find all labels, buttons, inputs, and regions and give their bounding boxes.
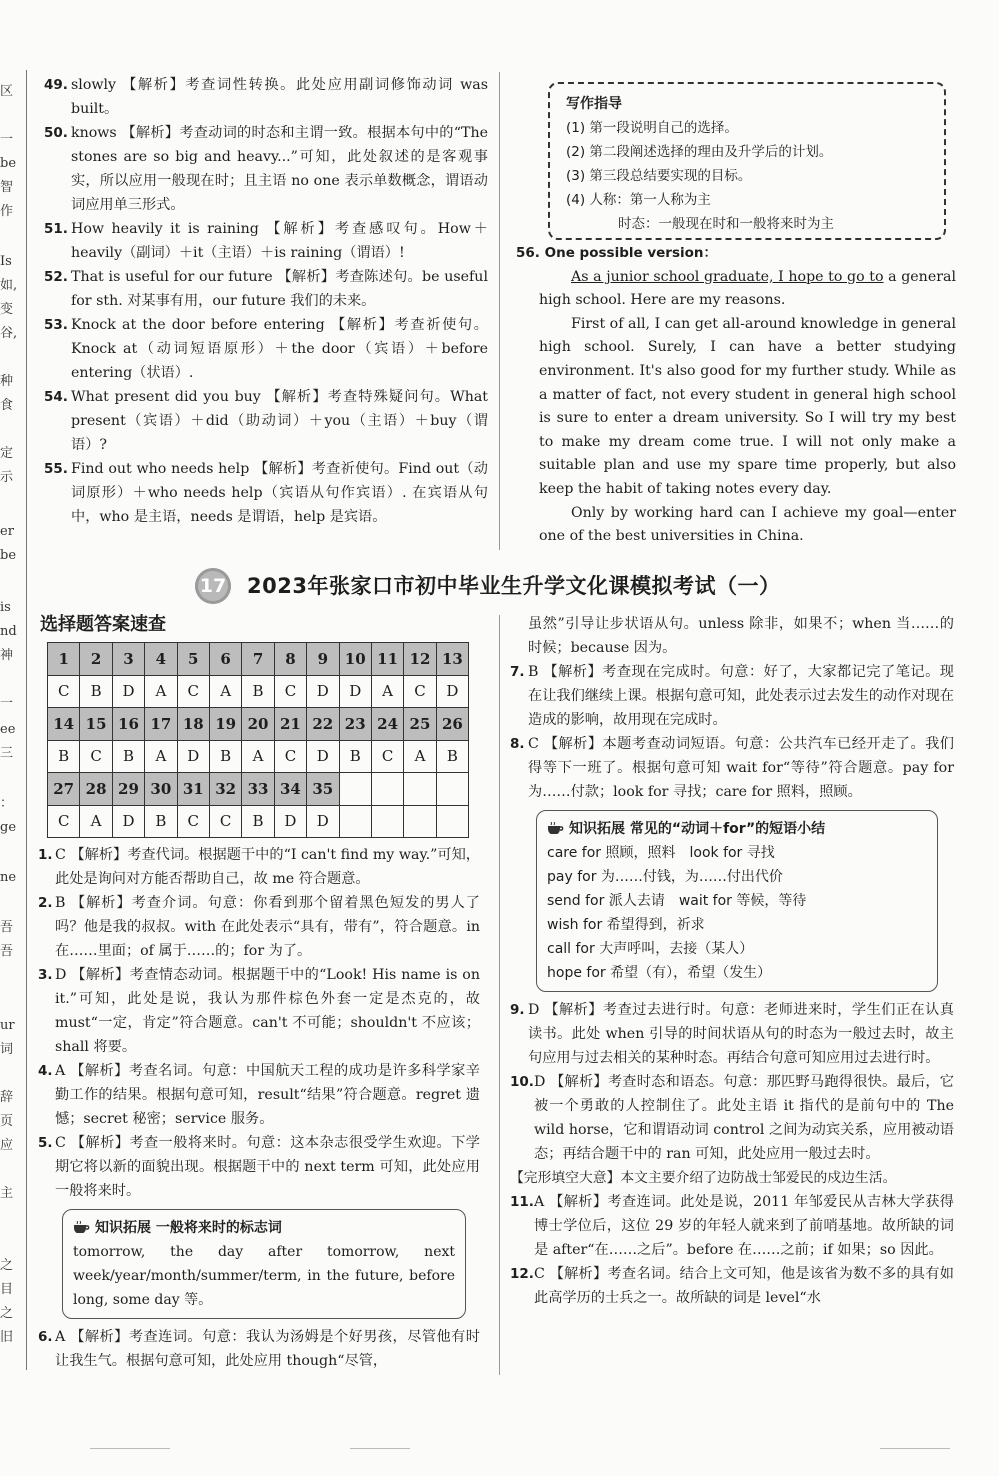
gutter-fragment: ne [0,870,17,885]
column-divider-top [499,72,500,550]
answer-cell: C [274,740,306,773]
question-number-cell: 8 [274,643,306,676]
question-number-cell: 32 [209,773,241,806]
question-2: 2. B 【解析】考查介词。句意：你看到那个留着黑色短发的男人了吗？他是我的叔叔。with 在此处表示“具有，带有”，符合题意。in 在……里面；of 属于……的；for 为了。 [38,895,480,959]
question-number-cell: 16 [112,708,144,741]
answer-letter-row [48,675,469,708]
gutter-fragment: 吾 [0,944,14,959]
question-9: 9. D 【解析】考查过去进行时。句意：老师进来时，学生们正在认真读书。此处 when 引导的时间状语从句的时态为一般过去时，故主句应用与过去相关的某种时态。再结合句意可知应用过去进行时。 [510,1002,954,1066]
gutter-fragment: er [0,524,14,539]
question-10: 10. D 【解析】考查时态和语态。句意：那匹野马跑得很快。最后，它被一个勇敢的人控制住了。此处主语 it 指代的是前句中的 The wild horse，它和谓语动词 control 之间为动宾关系，应用被动语态；再结合题干中的 ran 可知，此处应用一般过去时。 [510,1074,954,1162]
question-number-cell: 5 [177,643,209,676]
question-number-cell [436,773,468,806]
gutter-fragment: 主 [0,1186,14,1201]
gutter-fragment: 如, [0,278,18,293]
answer-cell: B [112,740,144,773]
question-number-cell: 20 [242,708,274,741]
question-6-continued: 虽然”引导让步状语从句。unless 除非，如果不；when 当……的时候；because 因为。 [528,616,954,656]
question-6: 6. A 【解析】考查连词。句意：我认为汤姆是个好男孩，尽管他有时让我生气。根据句意可知，此处应用 though“尽管， [38,1329,480,1369]
answer-cell: B [242,805,274,838]
question-50: 50. knows 【解析】考查动词的时态和主谓一致。根据本句中的“The stones are so big and heavy...”可知，此处叙述的是客观事实，所以应用一般现在时；且主语 no one 表示单数概念，谓语动词应用单三形式。 [44,125,488,213]
answer-cell: B [80,675,112,708]
essay-paragraph-3: Only by working hard can I achieve my goal—enter one of the best universities in China. [539,504,956,545]
answer-cell: D [339,675,371,708]
answer-cell: C [80,740,112,773]
gutter-fragment: ee [0,722,16,737]
answer-cell: C [209,805,241,838]
question-number-cell: 10 [339,643,371,676]
question-1: 1. C 【解析】考查代词。根据题干中的“I can't find my way.”可知，此处是询问对方能否帮助自己，故 me 符合题意。 [38,847,480,887]
question-number-cell: 1 [48,643,80,676]
phrase-line-1: care for 照顾，照料 look for 寻找 [547,845,775,861]
writing-guide-box [548,82,946,240]
gutter-fragment: ： [0,796,14,811]
question-number-cell: 31 [177,773,209,806]
exam-title: 2023年张家口市初中毕业生升学文化课模拟考试（一） [247,574,781,598]
question-number-cell: 13 [436,643,468,676]
gutter-fragment: 应 [0,1138,14,1153]
gutter-fragment: 页 [0,1114,14,1129]
question-number-cell [339,773,371,806]
question-5: 5. C 【解析】考查一般将来时。句意：这本杂志很受学生欢迎。下学期它将以新的面貌出现。根据题干中的 next term 可知，此处应用一般将来时。 [38,1135,480,1199]
answer-cell: C [404,675,436,708]
answer-cell: B [145,805,177,838]
gutter-divider [26,70,27,1370]
answer-letter-row [48,805,469,838]
phrase-line-5: call for 大声呼叫，去接（某人） [547,941,754,957]
bottom-left-column [38,843,480,1373]
essay-underlined-phrase: As a junior school graduate, I hope to go to [571,268,884,285]
knowledge-box-future-tense [62,1209,466,1319]
gutter-fragment: 神 [0,648,14,663]
answer-number-row [48,643,469,676]
question-8: 8. C 【解析】本题考查动词短语。句意：公共汽车已经开走了。我们得等下一班了。根据句意可知 wait for“等待”符合题意。pay for 为……付款；look for 寻找；care for 照料，照顾。 [510,736,954,800]
gutter-fragment: is [0,600,11,615]
gutter-fragment: 定 [0,446,14,461]
answer-cell: A [80,805,112,838]
guide-line-3: (3) 第三段总结要实现的目标。 [566,168,752,184]
gutter-fragment: 之 [0,1258,14,1273]
question-number-cell: 7 [242,643,274,676]
column-divider-bottom [499,615,500,1375]
question-number-cell: 34 [274,773,306,806]
gutter-fragment: 三 [0,746,14,761]
question-number-cell: 9 [307,643,339,676]
answer-cell: A [145,740,177,773]
writing-guide-title: 写作指导 [566,96,622,112]
question-number-cell: 19 [209,708,241,741]
gutter-fragment: 吾 [0,920,14,935]
top-left-column [44,73,488,529]
answer-cell: B [242,675,274,708]
answer-cell [339,805,371,838]
answer-cell: B [48,740,80,773]
exam-title-bar [195,568,815,604]
answer-cell: C [48,675,80,708]
essay-paragraph-2: First of all, I can get all-around knowledge in general high school. Surely, I can have a better studying environment. It's also good for my further study. While as a matter of fact, not every student in general high school is sure to enter a dream university. So I will try my best to make my dream come true. I will not only make a suitable plan and use my spare time properly, but also keep the habit of taking notes every day. [539,315,956,497]
answer-table-heading: 选择题答案速查 [40,614,166,635]
gutter-fragment: be [0,548,17,563]
question-number-cell: 15 [80,708,112,741]
gutter-fragment: 辞 [0,1090,14,1105]
gutter-fragment: 词 [0,1042,14,1057]
essay-paragraph-1: As a junior school graduate, I hope to go to a general high school. Here are my reasons. [539,268,956,309]
question-51: 51. How heavily it is raining 【解析】考查感叹句。How＋heavily（副词）＋it（主语）＋is raining（谓语）! [44,221,488,261]
question-number-cell: 18 [177,708,209,741]
answer-cell [371,805,403,838]
question-number-cell [404,773,436,806]
gutter-fragment: 种 [0,374,14,389]
exam-number-badge: 17 [195,568,231,604]
answer-cell: C [177,805,209,838]
footer-mark [350,1448,410,1449]
gutter-fragment: 区 [0,84,14,99]
answer-cell: A [145,675,177,708]
gutter-fragment: ur [0,1018,15,1033]
question-3: 3. D 【解析】考查情态动词。根据题干中的“Look! His name is on it.”可知，此处是说，我认为那件棕色外套一定是杰克的，故 must“一定，肯定”符合题意。can't 不可能；shouldn't 不应该；shall 将要。 [38,967,480,1055]
answer-cell: C [371,740,403,773]
footer-mark [90,1448,170,1449]
guide-line-1: (1) 第一段说明自己的选择。 [566,120,738,136]
answer-cell: A [404,740,436,773]
gutter-fragment: nd [0,624,17,639]
answer-cell: D [307,675,339,708]
answer-cell: A [242,740,274,773]
question-number-cell: 24 [371,708,403,741]
answer-cell: D [307,805,339,838]
gutter-fragment: 一 [0,696,14,711]
gutter-fragment: 之 [0,1306,14,1321]
answer-cell: D [177,740,209,773]
question-number-cell [371,773,403,806]
answer-cell: B [209,740,241,773]
question-number-cell: 25 [404,708,436,741]
answer-cell: B [339,740,371,773]
answer-number-row [48,708,469,741]
footer-mark [880,1448,950,1449]
knowledge-box-verb-for [536,810,938,992]
phrase-line-2: pay for 为……付钱，为……付出代价 [547,869,783,885]
phrase-line-6: hope for 希望（有），希望（发生） [547,965,772,981]
answer-cell: C [48,805,80,838]
essay-section [516,242,956,549]
question-53: 53. Knock at the door before entering 【解析】考查祈使句。Knock at（动词短语原形）＋the door（宾语）＋before entering（状语）. [44,317,488,381]
answer-cell [404,805,436,838]
answer-cell: C [177,675,209,708]
question-number-cell: 27 [48,773,80,806]
answer-cell: D [112,675,144,708]
answer-cell: A [209,675,241,708]
answer-cell: D [307,740,339,773]
gutter-fragment: 旧 [0,1330,14,1345]
teacup-icon [547,818,565,830]
question-number-cell: 4 [145,643,177,676]
gutter-fragment: 谷, [0,326,18,341]
answer-cell: D [436,675,468,708]
answer-cell: C [274,675,306,708]
question-number-cell: 14 [48,708,80,741]
phrase-line-4: wish for 希望得到，祈求 [547,917,705,933]
answer-number-row [48,773,469,806]
answer-cell: D [274,805,306,838]
question-number-cell: 23 [339,708,371,741]
guide-line-5: 时态：一般现在时和一般将来时为主 [618,216,834,232]
question-number-cell: 29 [112,773,144,806]
question-number-cell: 21 [274,708,306,741]
answer-cell [436,805,468,838]
question-4: 4. A 【解析】考查名词。句意：中国航天工程的成功是许多科学家辛勤工作的结果。根据句意可知，result“结果”符合题意。regret 遗憾；secret 秘密；service 服务。 [38,1063,480,1127]
teacup-icon [73,1217,91,1229]
question-49: 49. slowly 【解析】考查词性转换。此处应用副词修饰动词 was built。 [44,77,488,117]
gutter-fragment: 食 [0,398,14,413]
question-number-cell: 22 [307,708,339,741]
question-number-cell: 30 [145,773,177,806]
answer-cell: B [436,740,468,773]
essay-heading: 56. One possible version： [516,245,718,261]
knowledge-box-body: tomorrow, the day after tomorrow, next week/year/month/summer/term, in the future, before long, some day 等。 [73,1244,455,1308]
question-54: 54. What present did you buy 【解析】考查特殊疑问句。What present（宾语）＋did（助动词）＋you（主语）＋buy（谓语）? [44,389,488,453]
gutter-fragment: be [0,156,17,171]
answer-table [47,642,469,838]
knowledge-box-title: 知识拓展 常见的“动词＋for”的短语小结 [569,821,826,837]
gutter-fragment: 智 [0,180,14,195]
bottom-right-column [510,612,954,1310]
knowledge-box-title: 知识拓展 一般将来时的标志词 [95,1220,282,1236]
guide-line-2: (2) 第二段阐述选择的理由及升学后的计划。 [566,144,833,160]
question-number-cell: 26 [436,708,468,741]
question-number-cell: 35 [307,773,339,806]
guide-line-4: (4) 人称：第一人称为主 [566,192,711,208]
gutter-fragment: ge [0,820,17,835]
question-number-cell: 28 [80,773,112,806]
question-11: 11. A 【解析】考查连词。此处是说，2011 年邹爱民从吉林大学获得博士学位后，这位 29 岁的年轻人就来到了前哨基地。故所缺的词是 after“在……之后”。before 在……之前；if 如果；so 因此。 [510,1194,954,1258]
cloze-summary: 【完形填空大意】本文主要介绍了边防战士邹爱民的戍边生活。 [510,1170,897,1186]
question-55: 55. Find out who needs help 【解析】考查祈使句。Find out（动词原形）＋who needs help（宾语从句作宾语）. 在宾语从句中，who 是主语，needs 是谓语，help 是宾语。 [44,461,488,525]
gutter-fragment: 目 [0,1282,14,1297]
gutter-fragment: 变 [0,302,14,317]
answer-cell: D [112,805,144,838]
question-number-cell: 6 [209,643,241,676]
answer-letter-row [48,740,469,773]
question-number-cell: 12 [404,643,436,676]
question-7: 7. B 【解析】考查现在完成时。句意：好了，大家都记完了笔记。现在让我们继续上课。根据句意可知，此处表示过去发生的动作对现在造成的影响，故用现在完成时。 [510,664,954,728]
question-number-cell: 17 [145,708,177,741]
question-number-cell: 3 [112,643,144,676]
question-number-cell: 11 [371,643,403,676]
question-52: 52. That is useful for our future 【解析】考查陈述句。be useful for sth. 对某事有用，our future 我们的未来。 [44,269,488,309]
gutter-fragment: 作 [0,204,14,219]
question-12: 12. C 【解析】考查名词。结合上文可知，他是该省为数不多的具有如此高学历的士兵之一。故所缺的词是 level“水 [510,1266,954,1306]
phrase-line-3: send for 派人去请 wait for 等候，等待 [547,893,807,909]
question-number-cell: 33 [242,773,274,806]
gutter-fragment: 示 [0,470,14,485]
question-number-cell: 2 [80,643,112,676]
answer-cell: A [371,675,403,708]
gutter-fragment: 一 [0,132,14,147]
gutter-fragment: Is [0,254,12,269]
